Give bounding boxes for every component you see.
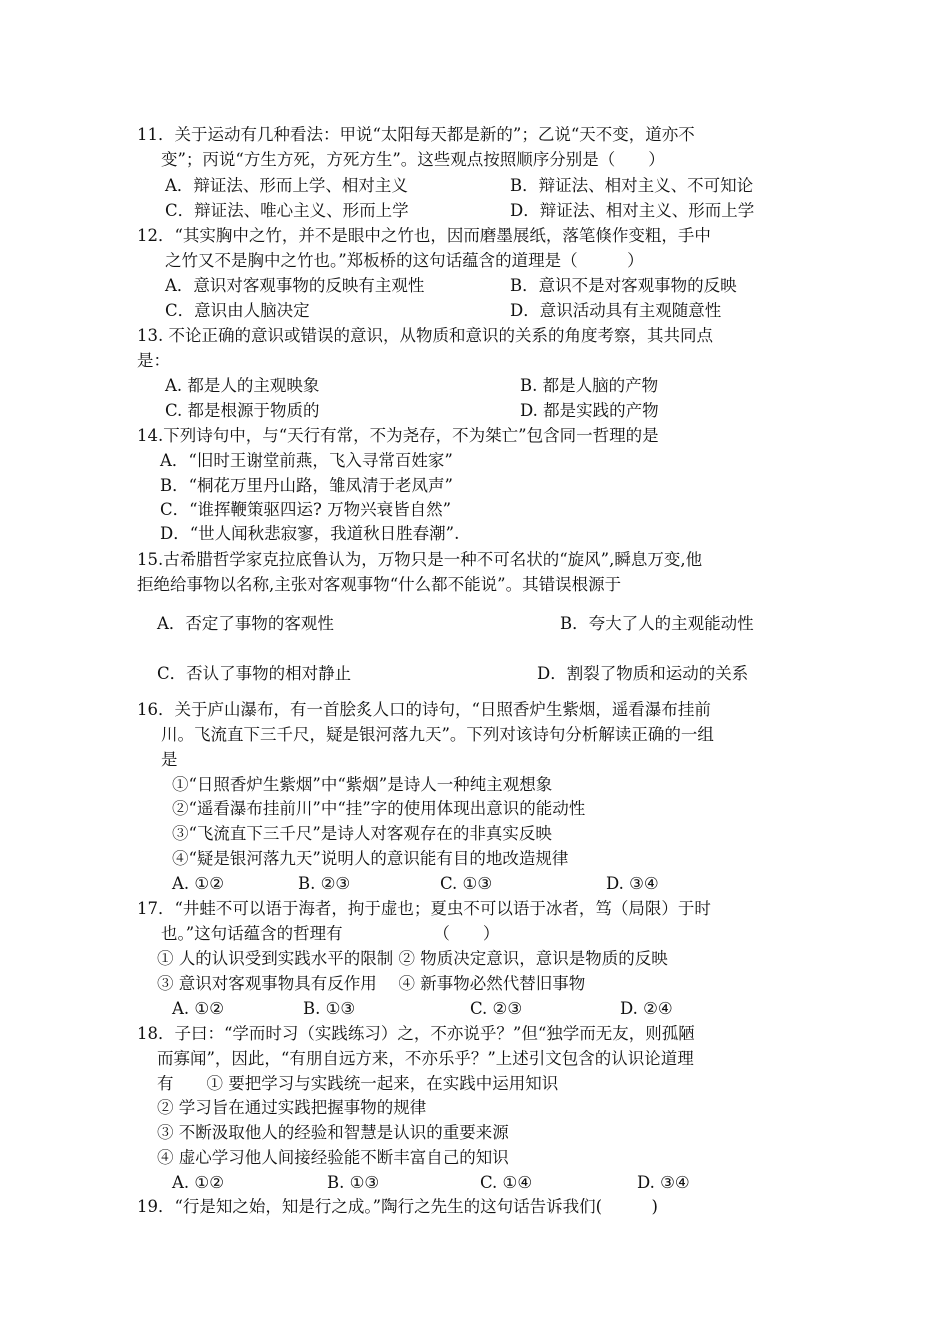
- question-15-stem-line-1: 15.古希腊哲学家克拉底鲁认为，万物只是一种不可名状的“旋风”,瞬息万变,他: [137, 550, 703, 569]
- question-13-option-d: D. 都是实践的产物: [520, 401, 659, 420]
- question-16-item-4: ④“疑是银河落九天”说明人的意识能有目的地改造规律: [172, 849, 569, 868]
- question-13-option-c: C. 都是根源于物质的: [165, 401, 320, 420]
- question-15-option-c: C．否认了事物的相对静止: [157, 664, 352, 683]
- question-18-item-4: ④ 虚心学习他人间接经验能不断丰富自己的知识: [157, 1148, 509, 1167]
- question-18-item-3: ③ 不断汲取他人的经验和智慧是认识的重要来源: [157, 1123, 509, 1142]
- question-18-option-c: C. ①④: [480, 1173, 533, 1192]
- question-11-option-a: A．辩证法、形而上学、相对主义: [165, 176, 408, 195]
- question-15-option-a: A．否定了事物的客观性: [157, 614, 334, 633]
- question-11-stem-line-2: 变”；丙说“方生方死，方死方生”。这些观点按照顺序分别是（ ）: [161, 150, 665, 169]
- question-11-option-b: B．辩证法、相对主义、不可知论: [510, 176, 754, 195]
- question-16-option-a: A. ①②: [172, 874, 224, 893]
- question-15-option-b: B．夸大了人的主观能动性: [560, 614, 754, 633]
- question-13-option-b: B. 都是人脑的产物: [520, 376, 659, 395]
- question-17-option-b: B. ①③: [303, 999, 356, 1018]
- question-14-option-c: C．“谁挥鞭策驱四运? 万物兴衰皆自然”: [160, 500, 452, 519]
- question-17-items-line-2: ③ 意识对客观事物具有反作用 ④ 新事物必然代替旧事物: [157, 974, 586, 993]
- question-17-option-c: C. ②③: [470, 999, 523, 1018]
- question-16-option-b: B. ②③: [298, 874, 351, 893]
- question-18-item-2: ② 学习旨在通过实践把握事物的规律: [157, 1098, 427, 1117]
- question-15-option-d: D．割裂了物质和运动的关系: [537, 664, 749, 683]
- question-16-item-3: ③“飞流直下三千尺”是诗人对客观存在的非真实反映: [172, 824, 552, 843]
- question-16-option-c: C. ①③: [440, 874, 493, 893]
- question-16-stem-line-1: 16．关于庐山瀑布，有一首脍炙人口的诗句，“日照香炉生紫烟，遥看瀑布挂前: [137, 700, 711, 719]
- question-16-item-1: ①“日照香炉生紫烟”中“紫烟”是诗人一种纯主观想象: [172, 775, 553, 794]
- question-16-stem-line-2: 川。飞流直下三千尺，疑是银河落九天”。下列对该诗句分析解读正确的一组: [161, 725, 714, 744]
- question-17-stem-line-1: 17．“井蛙不可以语于海者，拘于虚也；夏虫不可以语于冰者，笃（局限）于时: [137, 899, 711, 918]
- question-14-option-a: A．“旧时王谢堂前燕，飞入寻常百姓家”: [160, 451, 453, 470]
- question-12-option-b: B．意识不是对客观事物的反映: [510, 276, 737, 295]
- question-19-stem: 19．“行是知之始，知是行之成。”陶行之先生的这句话告诉我们( ): [137, 1197, 658, 1216]
- question-16-item-2: ②“遥看瀑布挂前川”中“挂”字的使用体现出意识的能动性: [172, 799, 586, 818]
- question-13-stem-line-1: 13. 不论正确的意识或错误的意识，从物质和意识的关系的角度考察，其共同点: [137, 326, 713, 345]
- question-17-option-d: D. ②④: [620, 999, 673, 1018]
- question-15-stem-line-2: 拒绝给事物以名称,主张对客观事物“什么都不能说”。其错误根源于: [137, 575, 622, 594]
- question-18-stem-line-2: 而寡闻”，因此，“有朋自远方来，不亦乐乎？”上述引文包含的认识论道理: [157, 1049, 694, 1068]
- question-16-stem-line-3: 是: [161, 750, 178, 769]
- question-17-items-line-1: ① 人的认识受到实践水平的限制 ② 物质决定意识，意识是物质的反映: [157, 949, 668, 968]
- question-18-stem-line-1: 18．子曰：“学而时习（实践练习）之，不亦说乎？”但“独学而无友，则孤陋: [137, 1024, 695, 1043]
- question-12-stem-line-1: 12．“其实胸中之竹，并不是眼中之竹也，因而磨墨展纸，落笔倏作变粗，手中: [137, 226, 711, 245]
- question-13-option-a: A. 都是人的主观映象: [165, 376, 320, 395]
- question-14-option-b: B．“桐花万里丹山路，雏凤清于老凤声”: [160, 476, 453, 495]
- question-18-option-d: D. ③④: [637, 1173, 690, 1192]
- question-14-stem: 14.下列诗句中，与“天行有常，不为尧存，不为桀亡”包含同一哲理的是: [137, 426, 659, 445]
- question-17-stem-line-2: 也。”这句话蕴含的哲理有 （ ）: [161, 924, 500, 943]
- question-14-option-d: D．“世人闻秋悲寂寥，我道秋日胜春潮”.: [160, 524, 460, 543]
- question-11-stem-line-1: 11．关于运动有几种看法：甲说“太阳每天都是新的”；乙说“天不变，道亦不: [137, 125, 695, 144]
- question-17-option-a: A. ①②: [172, 999, 224, 1018]
- question-13-stem-line-2: 是：: [137, 351, 170, 370]
- question-12-option-d: D．意识活动具有主观随意性: [510, 301, 722, 320]
- question-12-option-a: A．意识对客观事物的反映有主观性: [165, 276, 425, 295]
- question-12-stem-line-2: 之竹又不是胸中之竹也。”郑板桥的这句话蕴含的道理是（ ）: [165, 251, 644, 270]
- question-11-option-d: D．辩证法、相对主义、形而上学: [510, 201, 755, 220]
- question-18-option-a: A. ①②: [172, 1173, 224, 1192]
- question-18-option-b: B. ①③: [327, 1173, 380, 1192]
- question-11-option-c: C．辩证法、唯心主义、形而上学: [165, 201, 409, 220]
- question-16-option-d: D. ③④: [606, 874, 659, 893]
- question-18-stem-line-3: 有 ① 要把学习与实践统一起来，在实践中运用知识: [157, 1074, 559, 1093]
- question-12-option-c: C．意识由人脑决定: [165, 301, 310, 320]
